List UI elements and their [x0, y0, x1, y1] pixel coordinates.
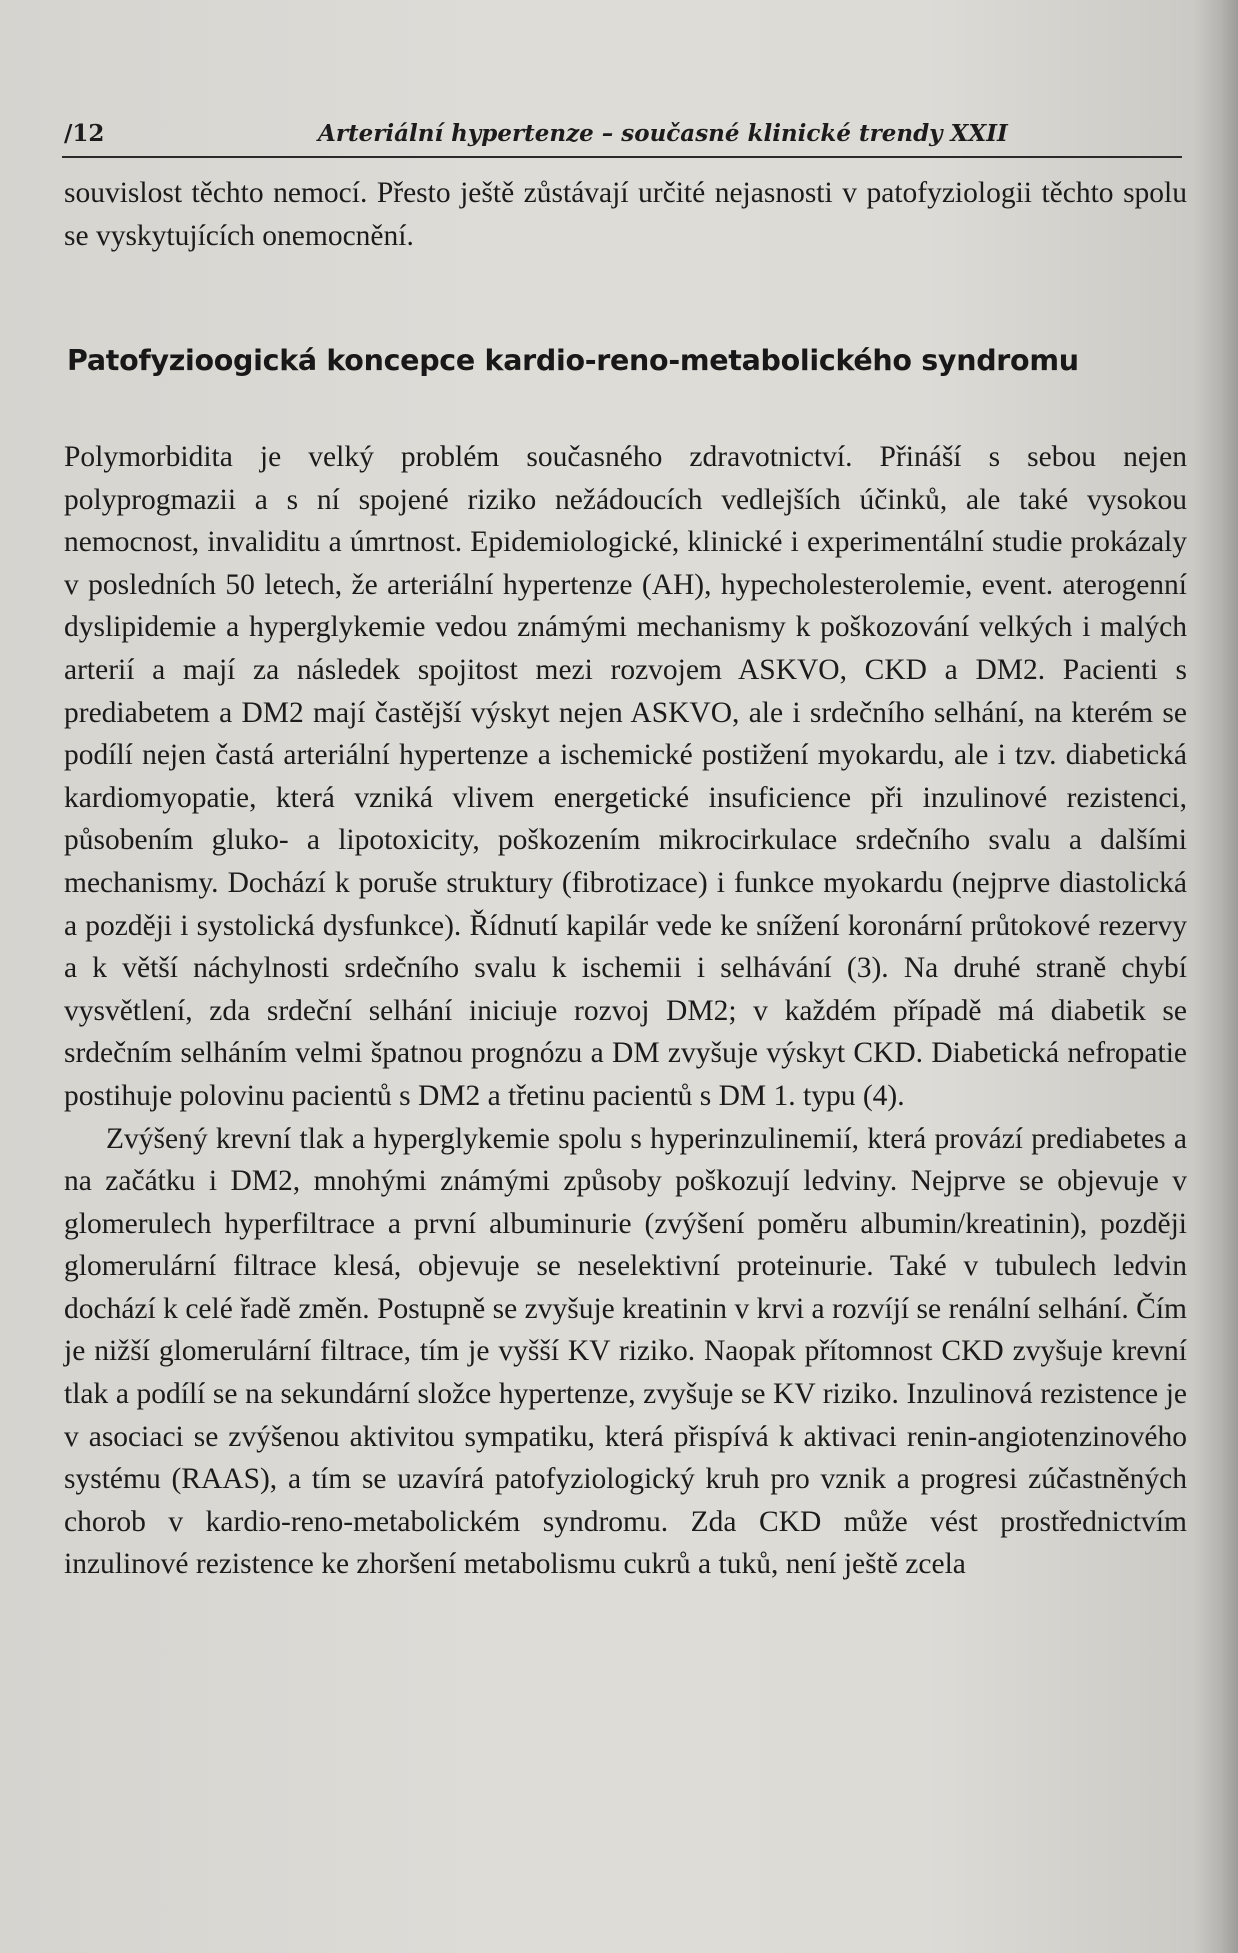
- running-header: [62, 116, 1182, 158]
- page-number: /12: [64, 120, 105, 147]
- section-heading: Patofyzioogická koncepce kardio-reno-metabolického syndromu: [67, 344, 1079, 377]
- intro-text: [64, 172, 1187, 257]
- paragraph-1: Polymorbidita je velký problém současného zdravotnictví. Přináší s sebou nejen polyprogmazii a s ní spojené riziko nežádoucích vedlejších účinků, ale také vysokou nemocnost, invaliditu a úmrtnost. Epidemiologické, klinické i experimentální studie prokázaly v posledních 50 letech, že arteriální hypertenze (AH), hypecholesterolemie, event. aterogenní dyslipidemie a hyperglykemie vedou známými mechanismy k poškozování velkých i malých arterií a mají za následek spojitost mezi rozvojem ASKVO, CKD a DM2. Pacienti s prediabetem a DM2 mají častější výskyt nejen ASKVO, ale i srdečního selhání, na kterém se podílí nejen častá arteriální hypertenze a ischemické postižení myokardu, ale i tzv. diabetická kardiomyopatie, která vzniká vlivem energetické insuficience při inzulinové rezistenci, působením gluko- a lipotoxicity, poškozením mikrocirkulace srdečního svalu a dalšími mechanismy. Dochází k poruše struktury (fibrotizace) i funkce myokardu (nejprve diastolická a později i systolická dysfunkce). Řídnutí kapilár vede ke snížení koronární průtokové rezervy a k větší náchylnosti srdečního svalu k ischemii i selhávání (3). Na druhé straně chybí vysvětlení, zda srdeční selhání iniciuje rozvoj DM2; v každém případě má diabetik se srdečním selháním velmi špatnou prognózu a DM zvyšuje výskyt CKD. Diabetická nefropatie postihuje polovinu pacientů s DM2 a třetinu pacientů s DM 1. typu (4).: [64, 441, 1187, 1112]
- intro-paragraph: souvislost těchto nemocí. Přesto ještě zůstávají určité nejasnosti v patofyziologii těchto spolu se vyskytujících onemocnění.: [64, 177, 1187, 252]
- running-title: Arteriální hypertenze – současné klinické trendy XXII: [318, 120, 1008, 147]
- page-spine-shadow: [1194, 0, 1238, 1953]
- section-body: [64, 436, 1187, 1586]
- paragraph-2: Zvýšený krevní tlak a hyperglykemie spolu s hyperinzulinemií, která provází prediabetes a na začátku i DM2, mnohými známými způsoby poškozují ledviny. Nejprve se objevuje v glomerulech hyperfiltrace a první albuminurie (zvýšení poměru albumin/kreatinin), později glomerulární filtrace klesá, objevuje se neselektivní proteinurie. Také v tubulech ledvin dochází k celé řadě změn. Postupně se zvyšuje kreatinin v krvi a rozvíjí se renální selhání. Čím je nižší glomerulární filtrace, tím je vyšší KV riziko. Naopak přítomnost CKD zvyšuje krevní tlak a podílí se na sekundární složce hypertenze, zvyšuje se KV riziko. Inzulinová rezistence je v asociaci se zvýšenou aktivitou sympatiku, která přispívá k aktivaci renin-angiotenzinového systému (RAAS), a tím se uzavírá patofyziologický kruh pro vznik a progresi zúčastněných chorob v kardio-reno-metabolickém syndromu. Zda CKD může vést prostřednictvím inzulinové rezistence ke zhoršení metabolismu cukrů a tuků, není ještě zcela: [64, 1122, 1187, 1581]
